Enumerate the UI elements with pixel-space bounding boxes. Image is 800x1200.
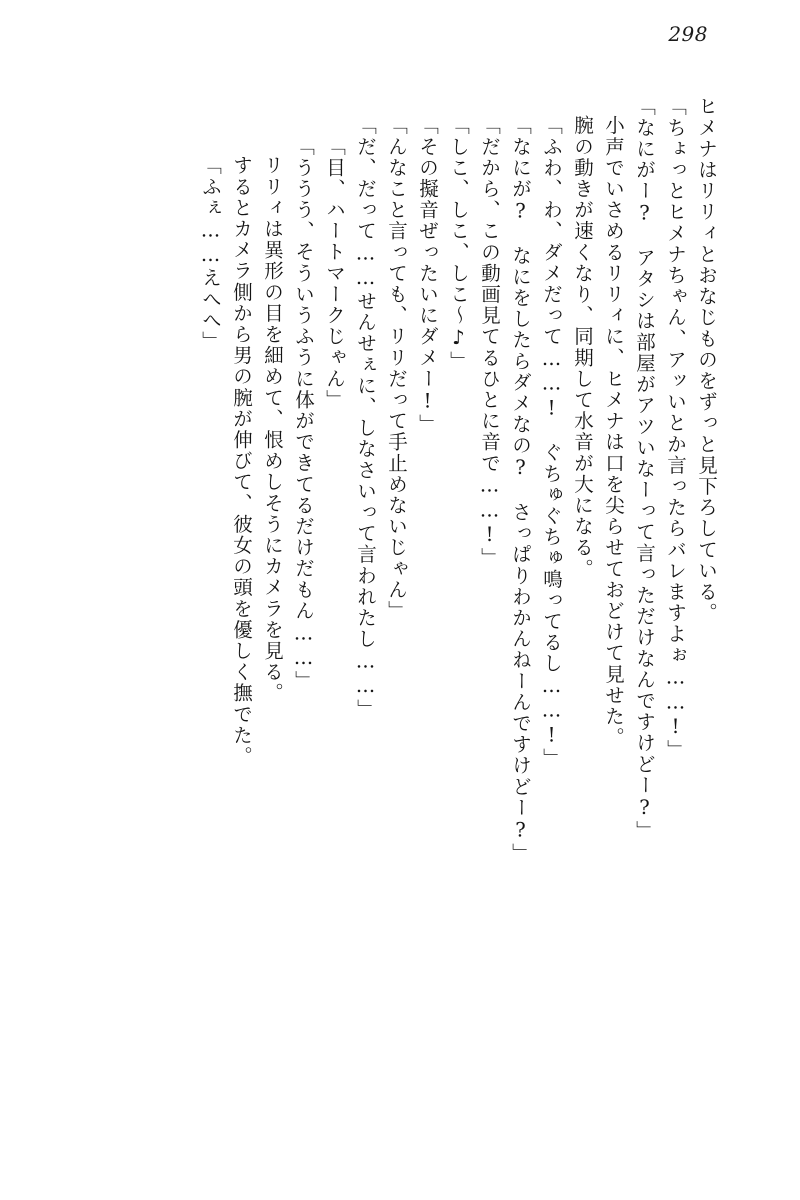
text-column: 「目、ハートマークじゃん」 (323, 136, 346, 411)
text-column: 「ちょっとヒメナちゃん、アッいとか言ったらバレますよぉ……!」 (664, 96, 687, 761)
text-column: ヒメナはリリィとおなじものをずっと見下ろしている。 (695, 96, 718, 624)
text-column: 「んなこと言っても、リリだって手止めないじゃん」 (385, 115, 408, 622)
text-column: 「しこ、しこ、しこ〜♪」 (447, 115, 470, 372)
text-column: 「その擬音ぜったいにダメー!」 (416, 115, 439, 435)
page-number: 298 (668, 22, 708, 46)
text-column: 「なにがー? アタシは部屋がアツいなーって言っただけなんですけどー?」 (633, 96, 656, 842)
text-column: 小声でいさめるリリィに、ヒメナは口を尖らせておどけて見せた。 (602, 115, 625, 748)
text-column: 「ふぇ……えへへ」 (199, 155, 222, 352)
text-column: リリィは異形の目を細めて、恨めしそうにカメラを見る。 (261, 155, 284, 704)
text-column: 「ううう、そういうふうに体ができてるだけだもん……」 (292, 136, 315, 692)
text-column: 「ふわ、わ、ダメだって……! ぐちゅぐちゅ鳴ってるし……!」 (540, 115, 563, 769)
text-column: 腕の動きが速くなり、同期して水音が大になる。 (571, 115, 594, 580)
text-column: するとカメラ側から男の腕が伸びて、彼女の頭を優しく撫でた。 (230, 155, 253, 767)
text-column: 「だから、この動画見てるひとに音で……!」 (478, 115, 501, 569)
vertical-text-block (56, 96, 716, 1140)
text-column: 「なにが? なにをしたらダメなの? さっぱりわかんねーんですけどー?」 (509, 115, 532, 864)
text-column: 「だ、だって……せんせぇに、しなさいって言われたし……」 (354, 115, 377, 720)
